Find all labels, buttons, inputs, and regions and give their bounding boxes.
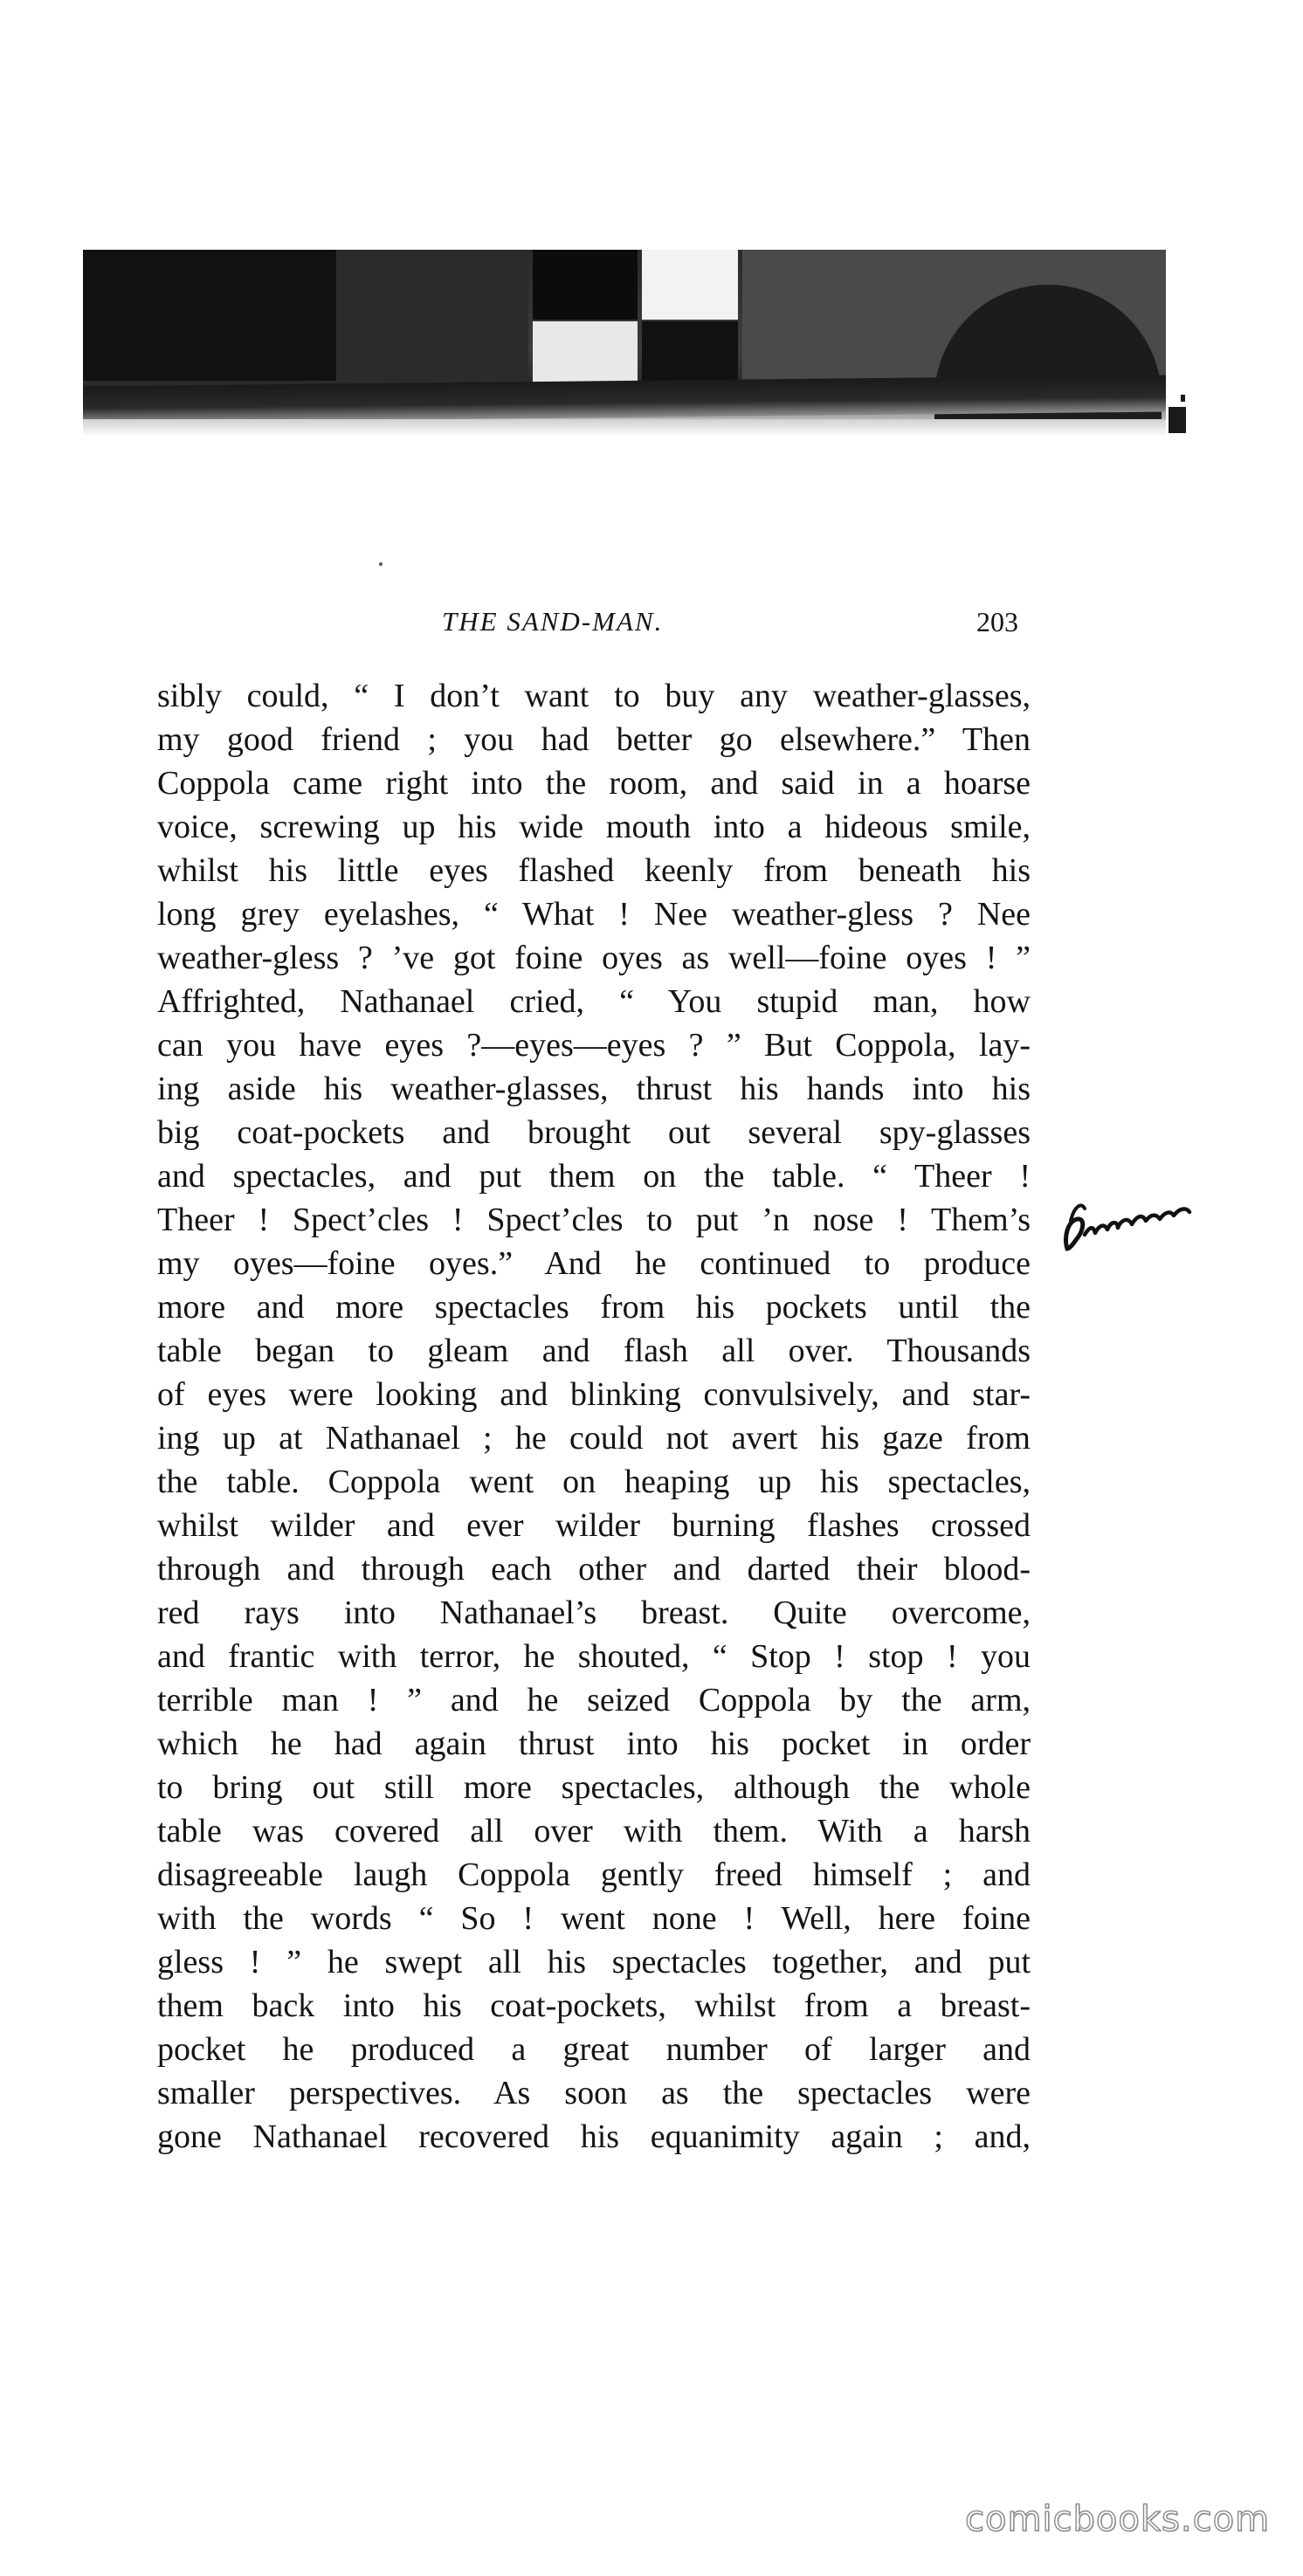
text-line: table began to gleam and flash all over. Thousands xyxy=(157,1333,1031,1369)
text-line: which he had again thrust into his pocket in order xyxy=(157,1725,1031,1762)
text-line: them back into his coat-pockets, whilst from a breast- xyxy=(157,1987,1031,2024)
text-line: more and more spectacles from his pockets until the xyxy=(157,1289,1031,1326)
scan-speck xyxy=(379,562,383,566)
text-line: ing up at Nathanael ; he could not avert his gaze from xyxy=(157,1420,1031,1457)
text-line: with the words “ So ! went none ! Well, here foine xyxy=(157,1900,1031,1937)
text-line: Theer ! Spect’cles ! Spect’cles to put ’n nose ! Them’s xyxy=(157,1202,1031,1238)
text-line: Affrighted, Nathanael cried, “ You stupid man, how xyxy=(157,983,1031,1020)
scan-artifact-mark xyxy=(1169,407,1186,433)
running-head xyxy=(157,606,1031,651)
text-line: whilst wilder and ever wilder burning flashes crossed xyxy=(157,1507,1031,1544)
text-line: pocket he produced a great number of larger and xyxy=(157,2031,1031,2068)
text-line: the table. Coppola went on heaping up his spectacles, xyxy=(157,1464,1031,1500)
text-line: voice, screwing up his wide mouth into a hideous smile, xyxy=(157,809,1031,845)
text-line: smaller perspectives. As soon as the spectacles were xyxy=(157,2075,1031,2111)
text-line: terrible man ! ” and he seized Coppola by the arm, xyxy=(157,1682,1031,1718)
text-line: long grey eyelashes, “ What ! Nee weather-gless ? Nee xyxy=(157,896,1031,933)
page-number: 203 xyxy=(976,606,1018,637)
text-line: table was covered all over with them. With a harsh xyxy=(157,1813,1031,1849)
watermark-text: comicbooks.com xyxy=(965,2499,1271,2539)
text-line: can you have eyes ?—eyes—eyes ? ” But Coppola, lay- xyxy=(157,1027,1031,1064)
text-line: my oyes—foine oyes.” And he continued to produce xyxy=(157,1245,1031,1282)
handwritten-marginalia xyxy=(1058,1195,1207,1256)
text-line: through and through each other and darted their blood- xyxy=(157,1551,1031,1588)
running-title: THE SAND-MAN. xyxy=(442,606,664,637)
text-line: Coppola came right into the room, and said in a hoarse xyxy=(157,765,1031,802)
text-line: of eyes were looking and blinking convulsively, and star- xyxy=(157,1376,1031,1413)
body-text xyxy=(157,674,1031,2159)
text-line: whilst his little eyes flashed keenly from beneath his xyxy=(157,852,1031,889)
text-line: my good friend ; you had better go elsewhere.” Then xyxy=(157,721,1031,758)
text-line: to bring out still more spectacles, although the whole xyxy=(157,1769,1031,1806)
text-line: and spectacles, and put them on the table. “ Theer ! xyxy=(157,1158,1031,1195)
scanned-photo-strip xyxy=(83,250,1166,437)
text-line: weather-gless ? ’ve got foine oyes as well—foine oyes ! ” xyxy=(157,940,1031,976)
text-line: disagreeable laugh Coppola gently freed himself ; and xyxy=(157,1856,1031,1893)
text-line: red rays into Nathanael’s breast. Quite overcome, xyxy=(157,1595,1031,1631)
text-line: gone Nathanael recovered his equanimity again ; and, xyxy=(157,2118,1031,2155)
text-line: gless ! ” he swept all his spectacles together, and put xyxy=(157,1944,1031,1980)
text-line: sibly could, “ I don’t want to buy any weather-glasses, xyxy=(157,678,1031,714)
text-line: and frantic with terror, he shouted, “ Stop ! stop ! you xyxy=(157,1638,1031,1675)
text-line: big coat-pockets and brought out several spy-glasses xyxy=(157,1114,1031,1151)
handwritten-note-drawing xyxy=(1058,1195,1207,1256)
text-line: ing aside his weather-glasses, thrust his hands into his xyxy=(157,1071,1031,1107)
